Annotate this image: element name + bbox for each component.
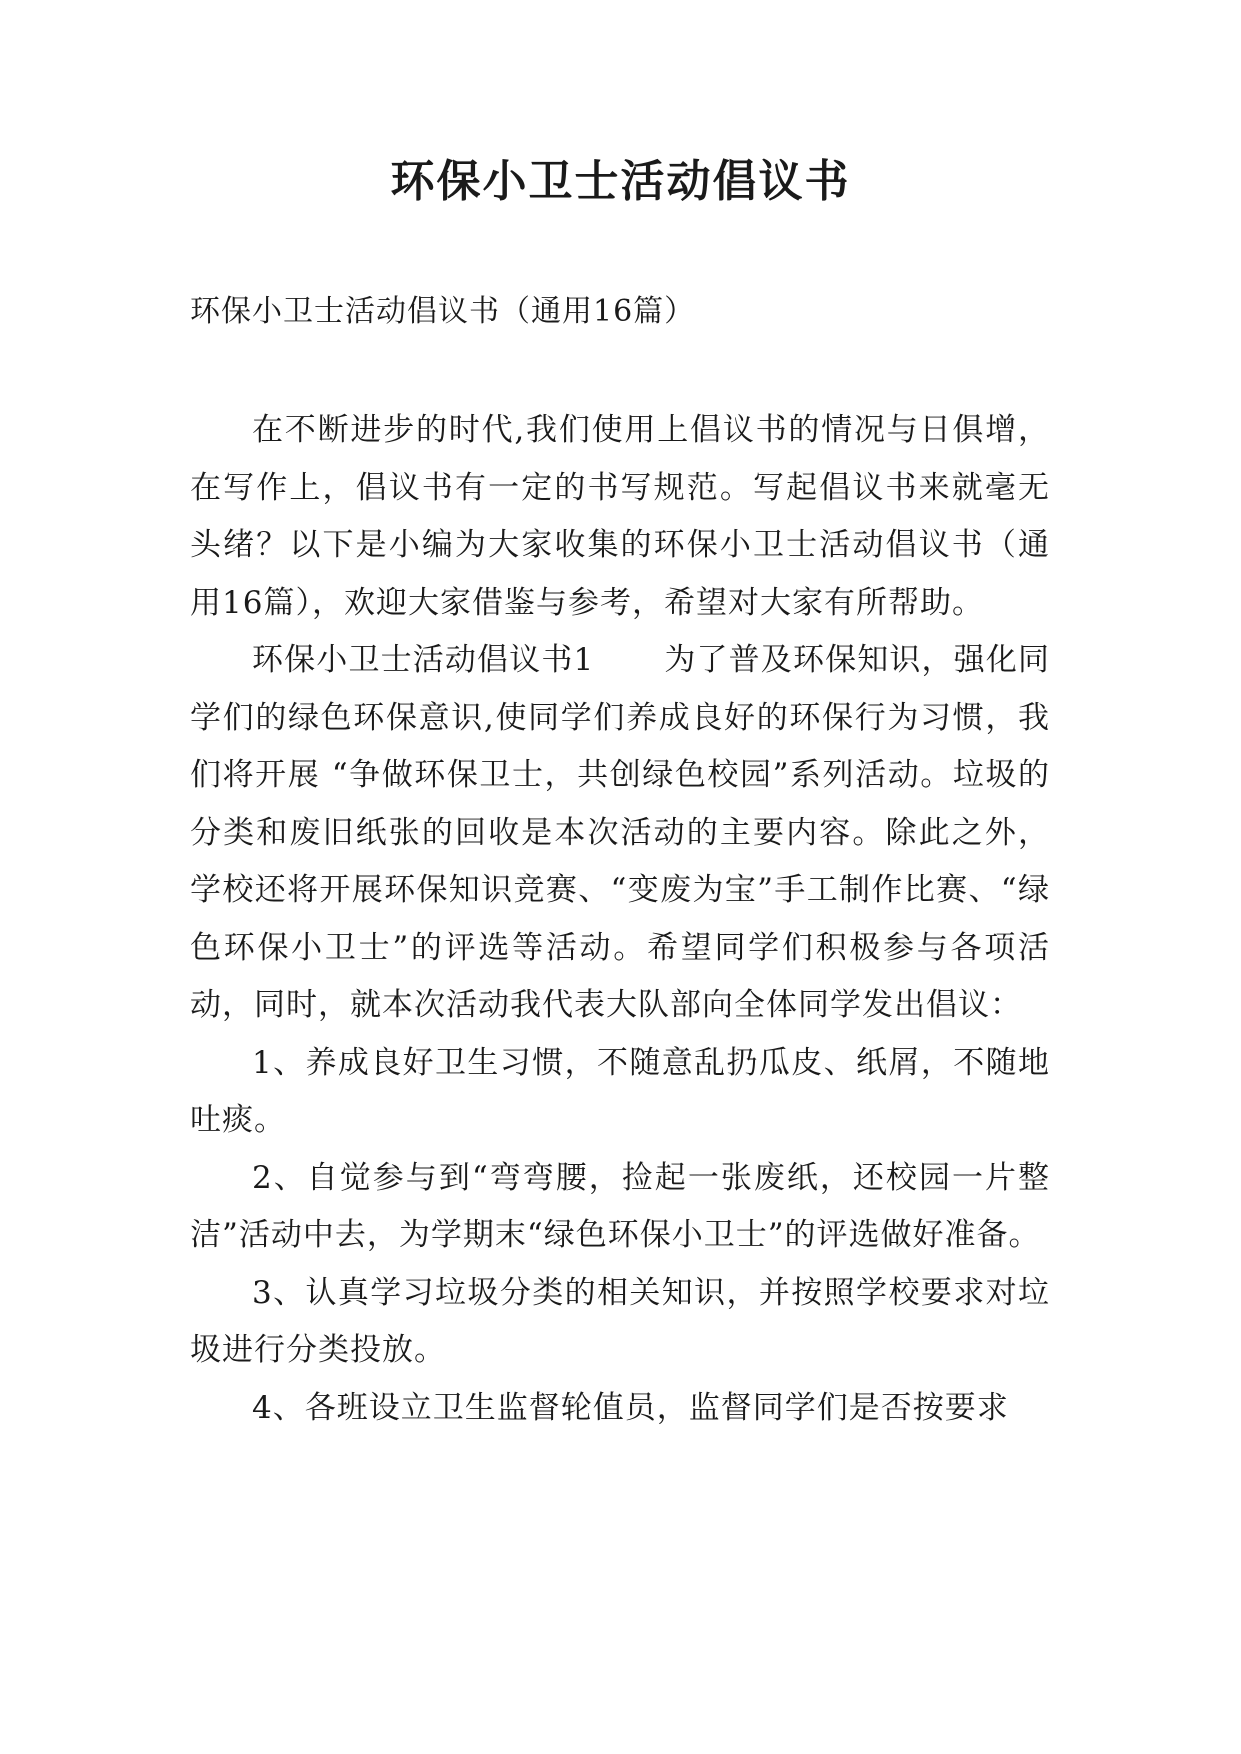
section-body: 为了普及环保知识，强化同学们的绿色环保意识,使同学们养成良好的环保行为习惯，我们将开展 “争做环保卫士，共创绿色校园”系列活动。垃圾的分类和废旧纸张的回收是本次活动的主要内容。除此之外，学校还将开展环保知识竞赛、“变废为宝”手工制作比赛、“绿色环保小卫士”的评选等活动。希望同学们积极参与各项活动，同时，就本次活动我代表大队部向全体同学发出倡议： <box>190 642 1050 1023</box>
list-item: 2、自觉参与到“弯弯腰，捡起一张废纸，还校园一片整洁”活动中去，为学期末“绿色环保小卫士”的评选做好准备。 <box>190 1159 1050 1253</box>
intro-paragraph: 在不断进步的时代,我们使用上倡议书的情况与日俱增，在写作上，倡议书有一定的书写规范。写起倡议书来就毫无头绪？以下是小编为大家收集的环保小卫士活动倡议书（通用16篇），欢迎大家借鉴与参考，希望对大家有所帮助。 <box>190 412 1050 621</box>
list-item: 4、各班设立卫生监督轮值员，监督同学们是否按要求 <box>252 1389 1009 1426</box>
list-item: 1、养成良好卫生习惯，不随意乱扔瓜皮、纸屑，不随地吐痰。 <box>190 1044 1050 1138</box>
document-title: 环保小卫士活动倡议书 <box>390 156 851 207</box>
list-item: 3、认真学习垃圾分类的相关知识，并按照学校要求对垃圾进行分类投放。 <box>190 1274 1050 1368</box>
section-heading: 环保小卫士活动倡议书1 <box>252 642 595 678</box>
document-body <box>190 402 1050 1437</box>
section-paragraph <box>190 632 1050 1035</box>
document-subtitle: 环保小卫士活动倡议书（通用16篇） <box>190 294 696 329</box>
